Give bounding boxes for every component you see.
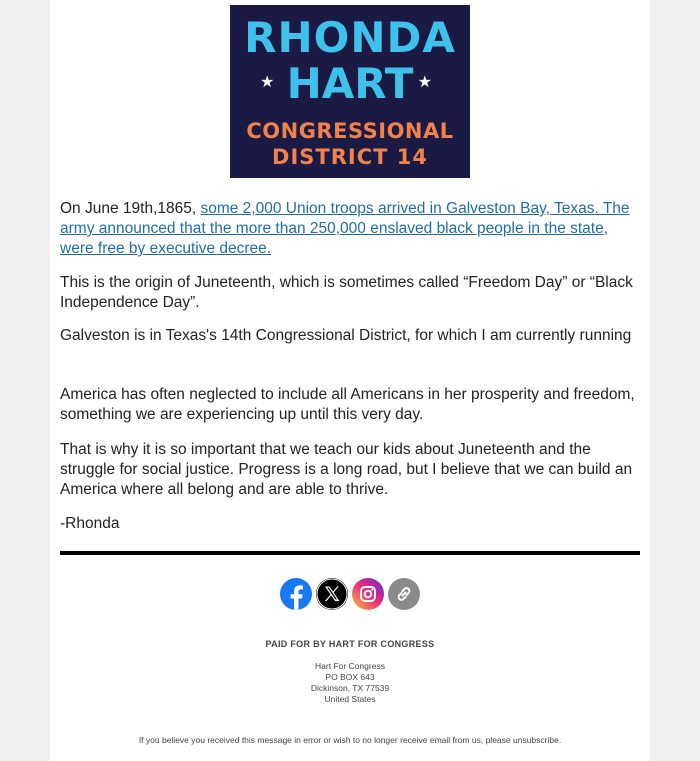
divider: [60, 551, 640, 555]
email-body: [50, 0, 650, 761]
star-icon: ★: [417, 74, 432, 91]
address-line: Hart For Congress: [315, 661, 385, 671]
paragraph-juneteenth-history: [60, 199, 640, 259]
logo-district: DISTRICT 14: [272, 145, 428, 169]
paragraph-america: America has often neglected to include all Americans in her prosperity and freedom, something we are experiencing up until this very day.: [60, 386, 635, 423]
unsubscribe-link[interactable]: If you believe you received this message in error or wish to no longer receive email from us, please unsubscribe.: [138, 735, 562, 745]
signature: -Rhonda: [60, 515, 120, 532]
paragraph-district: Galveston is in Texas's 14th Congressional District, for which I am currently running: [60, 327, 632, 344]
facebook-icon[interactable]: [280, 578, 312, 610]
campaign-logo: [230, 5, 470, 178]
logo-last-name: HART: [286, 59, 414, 108]
link-icon[interactable]: [388, 578, 420, 610]
paid-for-disclaimer: PAID FOR BY HART FOR CONGRESS: [265, 639, 435, 649]
x-icon[interactable]: [316, 578, 348, 610]
address-line: Dickinson, TX 77539: [310, 683, 390, 693]
unsubscribe-note: [50, 735, 650, 745]
address-line: United States: [324, 694, 376, 704]
galveston-article-link[interactable]: some 2,000 Union troops arrived in Galveston Bay, Texas. The army announced that the more than 250,000 enslaved black people in the state, were free by executive decree.: [60, 200, 630, 257]
paragraph-text: On June 19th,1865,: [60, 200, 201, 217]
paragraph-origin: This is the origin of Juneteenth, which is sometimes called “Freedom Day” or “Black Independence Day”.: [60, 274, 633, 311]
logo-congressional: CONGRESSIONAL: [246, 119, 454, 143]
paragraph-teaching: That is why it is so important that we teach our kids about Juneteenth and the struggle for social justice. Progress is a long road, but I believe that we can build an America where all belong and are able to thrive.: [60, 441, 633, 498]
instagram-icon[interactable]: [352, 578, 384, 610]
star-icon: ★: [260, 74, 275, 91]
logo-first-name: RHONDA: [244, 13, 456, 62]
address-line: PO BOX 643: [325, 672, 375, 682]
